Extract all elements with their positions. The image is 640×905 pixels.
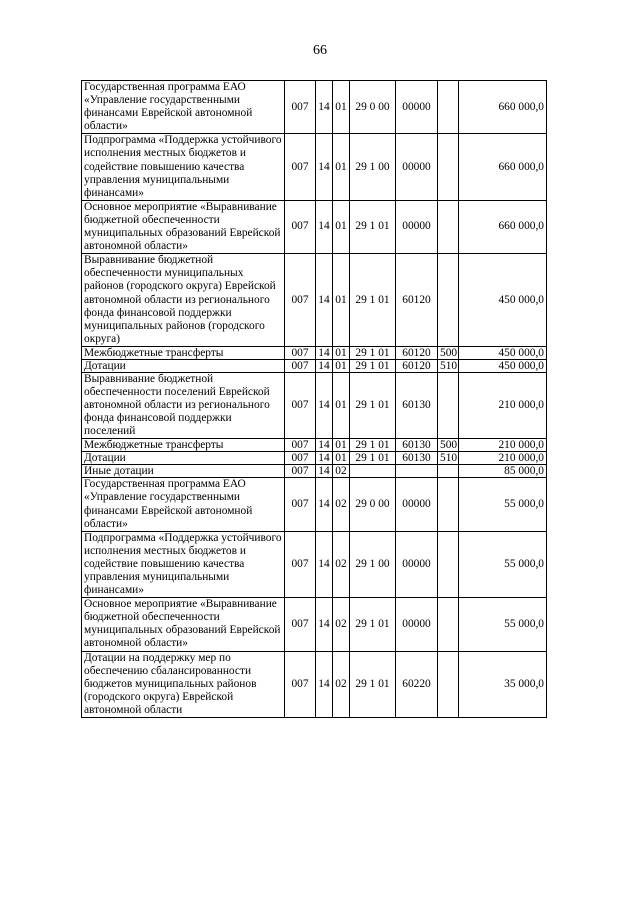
subsection-code: 01 bbox=[333, 452, 350, 465]
direction-code: 60130 bbox=[396, 372, 438, 438]
amount: 55 000,0 bbox=[459, 531, 547, 597]
ministry-code: 007 bbox=[285, 346, 316, 359]
row-name: Межбюджетные трансферты bbox=[82, 346, 285, 359]
expense-type-code bbox=[438, 465, 459, 478]
section-code: 14 bbox=[316, 452, 333, 465]
table-row bbox=[82, 452, 547, 465]
amount: 660 000,0 bbox=[459, 200, 547, 253]
direction-code: 60130 bbox=[396, 439, 438, 452]
row-name: Подпрограмма «Поддержка устойчивого исполнения местных бюджетов и содействие повышению качества управления муниципальными финансами» bbox=[82, 134, 285, 200]
amount: 210 000,0 bbox=[459, 372, 547, 438]
amount: 660 000,0 bbox=[459, 81, 547, 134]
program-code: 29 1 00 bbox=[350, 531, 396, 597]
program-code: 29 1 01 bbox=[350, 254, 396, 347]
subsection-code: 02 bbox=[333, 465, 350, 478]
subsection-code: 02 bbox=[333, 598, 350, 651]
section-code: 14 bbox=[316, 346, 333, 359]
direction-code: 60220 bbox=[396, 651, 438, 717]
row-name: Основное мероприятие «Выравнивание бюджетной обеспеченности муниципальных образований Еврейской автономной области» bbox=[82, 200, 285, 253]
ministry-code: 007 bbox=[285, 452, 316, 465]
subsection-code: 01 bbox=[333, 372, 350, 438]
table-row bbox=[82, 134, 547, 200]
expense-type-code bbox=[438, 372, 459, 438]
program-code: 29 1 01 bbox=[350, 200, 396, 253]
expense-type-code bbox=[438, 598, 459, 651]
row-name: Дотации bbox=[82, 359, 285, 372]
row-name: Государственная программа ЕАО «Управление государственными финансами Еврейской автономной области» bbox=[82, 478, 285, 531]
direction-code: 60120 bbox=[396, 254, 438, 347]
expense-type-code bbox=[438, 134, 459, 200]
expense-type-code bbox=[438, 651, 459, 717]
program-code: 29 1 01 bbox=[350, 598, 396, 651]
subsection-code: 01 bbox=[333, 359, 350, 372]
table-row bbox=[82, 200, 547, 253]
section-code: 14 bbox=[316, 439, 333, 452]
amount: 450 000,0 bbox=[459, 359, 547, 372]
table-row bbox=[82, 81, 547, 134]
subsection-code: 01 bbox=[333, 439, 350, 452]
direction-code: 00000 bbox=[396, 598, 438, 651]
ministry-code: 007 bbox=[285, 81, 316, 134]
amount: 55 000,0 bbox=[459, 598, 547, 651]
subsection-code: 02 bbox=[333, 478, 350, 531]
program-code: 29 1 01 bbox=[350, 452, 396, 465]
table-row bbox=[82, 372, 547, 438]
ministry-code: 007 bbox=[285, 531, 316, 597]
amount: 210 000,0 bbox=[459, 439, 547, 452]
direction-code: 60120 bbox=[396, 346, 438, 359]
section-code: 14 bbox=[316, 531, 333, 597]
program-code: 29 1 01 bbox=[350, 359, 396, 372]
row-name: Выравнивание бюджетной обеспеченности поселений Еврейской автономной области из регионального фонда финансовой поддержки поселений bbox=[82, 372, 285, 438]
row-name: Основное мероприятие «Выравнивание бюджетной обеспеченности муниципальных образований Еврейской автономной области» bbox=[82, 598, 285, 651]
table-row bbox=[82, 346, 547, 359]
row-name: Иные дотации bbox=[82, 465, 285, 478]
subsection-code: 01 bbox=[333, 346, 350, 359]
table-row bbox=[82, 465, 547, 478]
ministry-code: 007 bbox=[285, 254, 316, 347]
ministry-code: 007 bbox=[285, 651, 316, 717]
program-code: 29 1 01 bbox=[350, 346, 396, 359]
program-code: 29 1 01 bbox=[350, 372, 396, 438]
section-code: 14 bbox=[316, 651, 333, 717]
direction-code: 00000 bbox=[396, 81, 438, 134]
table-row bbox=[82, 598, 547, 651]
ministry-code: 007 bbox=[285, 465, 316, 478]
expense-type-code bbox=[438, 531, 459, 597]
direction-code: 00000 bbox=[396, 531, 438, 597]
row-name: Выравнивание бюджетной обеспеченности муниципальных районов (городского округа) Еврейской автономной области из регионального фонда финансовой поддержки муниципальных районов (городского округа) bbox=[82, 254, 285, 347]
program-code: 29 0 00 bbox=[350, 81, 396, 134]
table-row bbox=[82, 359, 547, 372]
program-code bbox=[350, 465, 396, 478]
section-code: 14 bbox=[316, 200, 333, 253]
direction-code: 60130 bbox=[396, 452, 438, 465]
section-code: 14 bbox=[316, 254, 333, 347]
expense-type-code bbox=[438, 478, 459, 531]
ministry-code: 007 bbox=[285, 134, 316, 200]
amount: 660 000,0 bbox=[459, 134, 547, 200]
amount: 450 000,0 bbox=[459, 346, 547, 359]
budget-table bbox=[81, 80, 547, 718]
row-name: Подпрограмма «Поддержка устойчивого исполнения местных бюджетов и содействие повышению качества управления муниципальными финансами» bbox=[82, 531, 285, 597]
ministry-code: 007 bbox=[285, 372, 316, 438]
table-row bbox=[82, 651, 547, 717]
direction-code: 00000 bbox=[396, 478, 438, 531]
expense-type-code bbox=[438, 254, 459, 347]
direction-code: 00000 bbox=[396, 134, 438, 200]
table-row bbox=[82, 254, 547, 347]
expense-type-code: 500 bbox=[438, 346, 459, 359]
program-code: 29 1 01 bbox=[350, 651, 396, 717]
table-row bbox=[82, 439, 547, 452]
page-number: 66 bbox=[313, 43, 327, 58]
amount: 210 000,0 bbox=[459, 452, 547, 465]
direction-code: 00000 bbox=[396, 200, 438, 253]
program-code: 29 0 00 bbox=[350, 478, 396, 531]
table-row bbox=[82, 531, 547, 597]
expense-type-code: 500 bbox=[438, 439, 459, 452]
amount: 85 000,0 bbox=[459, 465, 547, 478]
subsection-code: 02 bbox=[333, 531, 350, 597]
table-row bbox=[82, 478, 547, 531]
subsection-code: 01 bbox=[333, 254, 350, 347]
expense-type-code bbox=[438, 200, 459, 253]
expense-type-code bbox=[438, 81, 459, 134]
section-code: 14 bbox=[316, 598, 333, 651]
amount: 35 000,0 bbox=[459, 651, 547, 717]
ministry-code: 007 bbox=[285, 598, 316, 651]
ministry-code: 007 bbox=[285, 439, 316, 452]
section-code: 14 bbox=[316, 465, 333, 478]
ministry-code: 007 bbox=[285, 200, 316, 253]
ministry-code: 007 bbox=[285, 478, 316, 531]
program-code: 29 1 00 bbox=[350, 134, 396, 200]
direction-code bbox=[396, 465, 438, 478]
amount: 55 000,0 bbox=[459, 478, 547, 531]
row-name: Государственная программа ЕАО «Управление государственными финансами Еврейской автономной области» bbox=[82, 81, 285, 134]
amount: 450 000,0 bbox=[459, 254, 547, 347]
section-code: 14 bbox=[316, 359, 333, 372]
row-name: Дотации bbox=[82, 452, 285, 465]
ministry-code: 007 bbox=[285, 359, 316, 372]
program-code: 29 1 01 bbox=[350, 439, 396, 452]
section-code: 14 bbox=[316, 134, 333, 200]
expense-type-code: 510 bbox=[438, 359, 459, 372]
subsection-code: 01 bbox=[333, 200, 350, 253]
expense-type-code: 510 bbox=[438, 452, 459, 465]
row-name: Межбюджетные трансферты bbox=[82, 439, 285, 452]
subsection-code: 01 bbox=[333, 134, 350, 200]
section-code: 14 bbox=[316, 81, 333, 134]
direction-code: 60120 bbox=[396, 359, 438, 372]
section-code: 14 bbox=[316, 478, 333, 531]
subsection-code: 01 bbox=[333, 81, 350, 134]
section-code: 14 bbox=[316, 372, 333, 438]
row-name: Дотации на поддержку мер по обеспечению сбалансированности бюджетов муниципальных районов (городского округа) Еврейской автономной области bbox=[82, 651, 285, 717]
subsection-code: 02 bbox=[333, 651, 350, 717]
